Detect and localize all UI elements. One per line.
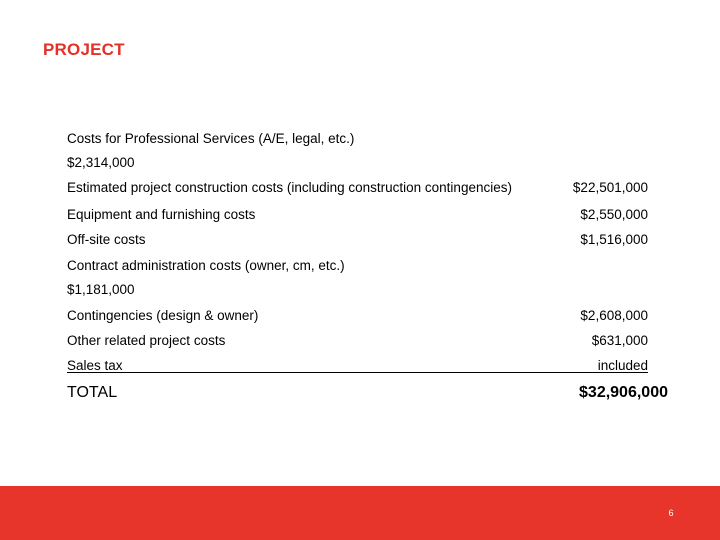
other-costs-label: Other related project costs bbox=[67, 333, 226, 348]
professional-services-value: $2,314,000 bbox=[67, 155, 135, 170]
page-title: PROJECT bbox=[43, 40, 125, 59]
other-costs-value: $631,000 bbox=[591, 333, 648, 348]
equipment-costs-value: $2,550,000 bbox=[580, 207, 648, 222]
total-label: TOTAL bbox=[67, 384, 118, 401]
total-value: $32,906,000 bbox=[579, 384, 668, 401]
contingencies-label: Contingencies (design & owner) bbox=[67, 308, 259, 323]
page-number: 6 bbox=[668, 508, 674, 518]
construction-costs-value: $22,501,000 bbox=[572, 180, 648, 195]
equipment-costs-label: Equipment and furnishing costs bbox=[67, 207, 256, 222]
contract-admin-label: Contract administration costs (owner, cm, etc.) bbox=[67, 258, 345, 273]
contract-admin-value: $1,181,000 bbox=[67, 282, 135, 297]
sales-tax-label: Sales tax bbox=[67, 358, 123, 373]
offsite-costs-label: Off-site costs bbox=[67, 232, 146, 247]
contingencies-value: $2,608,000 bbox=[580, 308, 648, 323]
footer-bar bbox=[0, 486, 720, 540]
sales-tax-value: included bbox=[597, 358, 648, 373]
professional-services-label: Costs for Professional Services (A/E, legal, etc.) bbox=[67, 131, 355, 146]
construction-costs-label: Estimated project construction costs (including construction contingencies) bbox=[67, 180, 512, 195]
offsite-costs-value: $1,516,000 bbox=[580, 232, 648, 247]
total-divider bbox=[67, 372, 648, 373]
